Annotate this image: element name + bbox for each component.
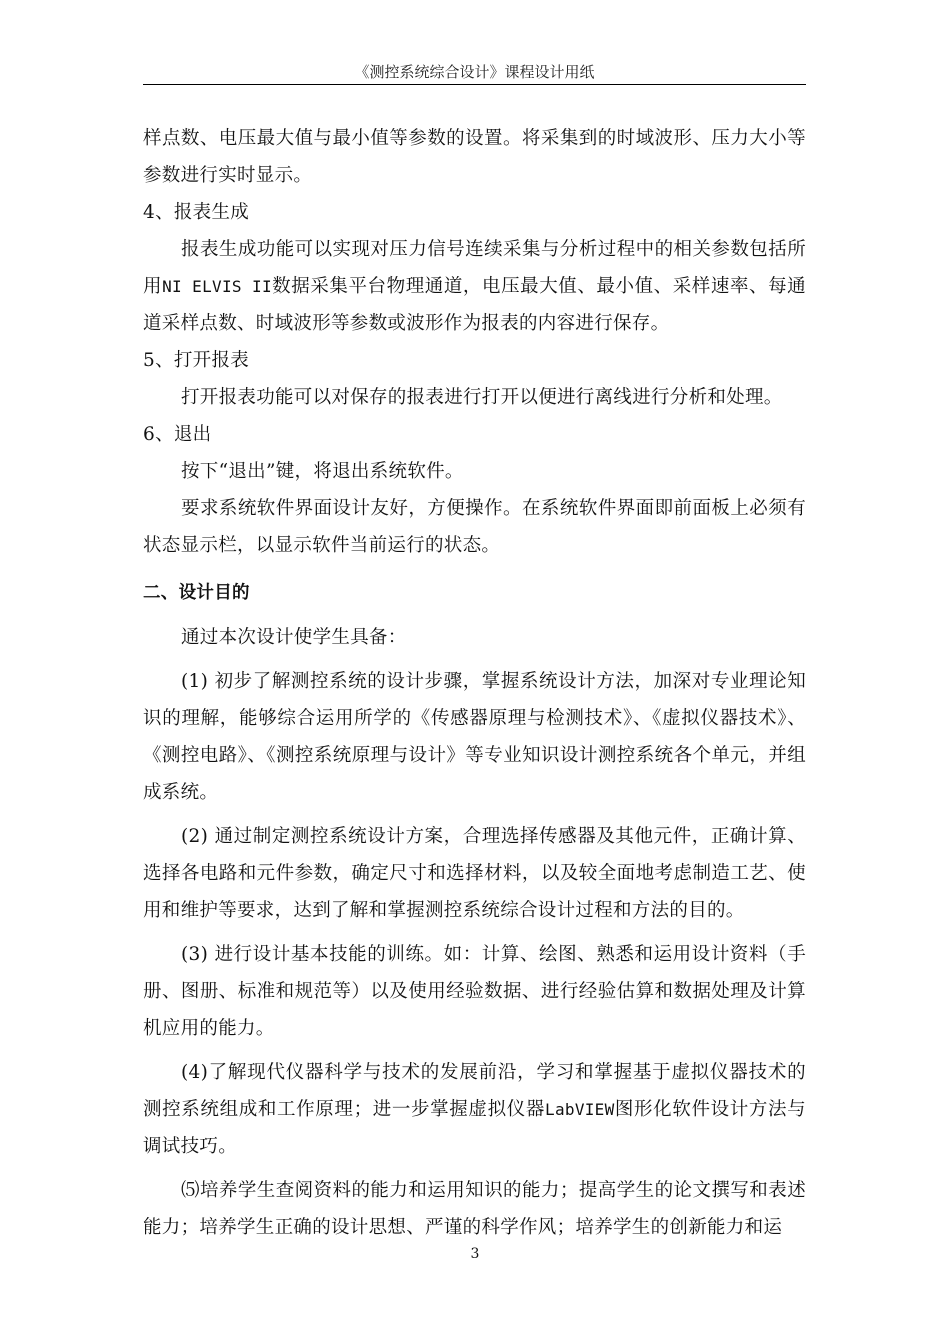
header-divider: [143, 84, 806, 85]
goal-1: (1) 初步了解测控系统的设计步骤，掌握系统设计方法，加深对专业理论知识的理解，能够综合运用所学的《传感器原理与检测技术》、《虚拟仪器技术》、《测控电路》、《测控系统原理与设计》等专业知识设计测控系统各个单元，并组成系统。: [143, 671, 806, 803]
item-4-body-part1: 报表生成功能可以实现对压力信号连续采集与分析过程中的相关参数包括所用: [143, 239, 806, 297]
page-header: 《测控系统综合设计》课程设计用纸: [354, 63, 595, 81]
section-2-title: 二、设计目的: [143, 583, 250, 603]
goal-2: (2) 通过制定测控系统设计方案，合理选择传感器及其他元件，正确计算、选择各电路和元件参数，确定尺寸和选择材料，以及较全面地考虑制造工艺、使用和维护等要求，达到了解和掌握测控系统综合设计过程和方法的目的。: [143, 826, 806, 921]
item-5-body: 打开报表功能可以对保存的报表进行打开以便进行离线进行分析和处理。: [181, 387, 783, 408]
paragraph-continuation: 样点数、电压最大值与最小值等参数的设置。将采集到的时域波形、压力大小等参数进行实时显示。: [143, 128, 806, 186]
item-4-body: [143, 231, 806, 342]
item-6-body: 按下“退出”键，将退出系统软件。: [181, 461, 464, 482]
requirement-paragraph: 要求系统软件界面设计友好，方便操作。在系统软件界面即前面板上必须有状态显示栏，以显示软件当前运行的状态。: [143, 498, 806, 556]
page-number: 3: [470, 1246, 480, 1262]
section-2-intro: 通过本次设计使学生具备：: [181, 627, 407, 648]
item-4-body-part2: 数据采集平台物理通道，电压最大值、最小值、采样速率、每通道采样点数、时域波形等参数或波形作为报表的内容进行保存。: [143, 276, 806, 334]
item-4-title: 4、报表生成: [143, 202, 250, 223]
goal-4: [143, 1054, 806, 1165]
item-5-title: 5、打开报表: [143, 350, 250, 371]
item-6-title: 6、退出: [143, 424, 212, 445]
goal-4-part2: 图形化软件设计方法与调试技巧。: [143, 1099, 806, 1157]
goal-3: (3) 进行设计基本技能的训练。如：计算、绘图、熟悉和运用设计资料（手册、图册、标准和规范等）以及使用经验数据、进行经验估算和数据处理及计算机应用的能力。: [143, 944, 806, 1039]
page-body: [143, 120, 806, 1246]
item-4-body-mono: NI ELVIS II: [162, 277, 272, 296]
goal-4-part1: (4)了解现代仪器科学与技术的发展前沿，学习和掌握基于虚拟仪器技术的测控系统组成和工作原理；进一步掌握虚拟仪器: [143, 1062, 806, 1120]
goal-5: ⑸培养学生查阅资料的能力和运用知识的能力；提高学生的论文撰写和表述能力；培养学生正确的设计思想、严谨的科学作风；培养学生的创新能力和运: [143, 1180, 806, 1238]
goal-4-mono: LabVIEW: [545, 1100, 615, 1119]
